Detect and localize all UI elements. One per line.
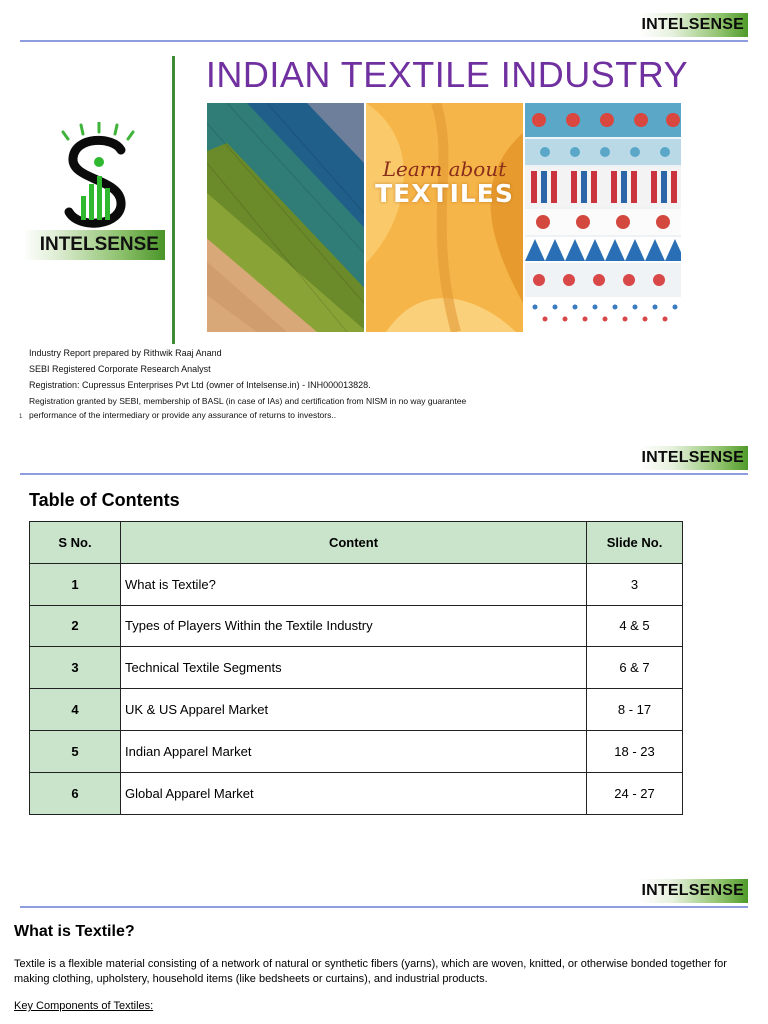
toc-slide: 4 & 5 xyxy=(587,605,683,647)
brand-badge: INTELSENSE xyxy=(640,13,748,37)
header-rule xyxy=(20,906,748,908)
table-row xyxy=(30,689,683,731)
credit-line: Industry Report prepared by Rithwik Raaj Anand xyxy=(29,348,222,358)
toc-header-row xyxy=(30,522,683,564)
section-title: What is Textile? xyxy=(14,923,135,940)
report-credits xyxy=(29,345,466,421)
toc-content: Technical Textile Segments xyxy=(121,647,587,689)
toc-content: UK & US Apparel Market xyxy=(121,689,587,731)
credit-line: Registration: Cupressus Enterprises Pvt Ltd (owner of Intelsense.in) - INH000013828. xyxy=(29,380,371,390)
toc-slide: 3 xyxy=(587,563,683,605)
fabric-photo-prints xyxy=(525,103,681,332)
toc-sno: 5 xyxy=(30,730,121,772)
disclaimer-line: Registration granted by SEBI, membership of BASL (in case of IAs) and certification from NISM in no way guarantee xyxy=(29,396,467,406)
fabric-photo-silk-banner xyxy=(366,103,523,332)
section-subheading: Key Components of Textiles: xyxy=(14,1000,154,1012)
logo-wordmark: INTELSENSE xyxy=(23,230,165,260)
toc-header-sno: S No. xyxy=(30,522,121,564)
toc-content: Global Apparel Market xyxy=(121,772,587,814)
toc-header-slide: Slide No. xyxy=(587,522,683,564)
table-row xyxy=(30,605,683,647)
toc-sno: 4 xyxy=(30,689,121,731)
toc-slide: 8 - 17 xyxy=(587,689,683,731)
banner-main-text: TEXTILES xyxy=(375,179,514,208)
toc-sno: 6 xyxy=(30,772,121,814)
header-rule xyxy=(20,473,748,475)
toc-slide: 6 & 7 xyxy=(587,647,683,689)
report-title: INDIAN TEXTILE INDUSTRY xyxy=(205,54,689,95)
fabric-photo-twill xyxy=(207,103,364,332)
disclaimer-line: performance of the intermediary or provide any assurance of returns to investors.. xyxy=(29,410,337,420)
toc-title: Table of Contents xyxy=(29,490,180,510)
intelsense-logo xyxy=(23,122,165,260)
toc-content: What is Textile? xyxy=(121,563,587,605)
toc-content: Types of Players Within the Textile Industry xyxy=(121,605,587,647)
toc-sno: 2 xyxy=(30,605,121,647)
table-row xyxy=(30,772,683,814)
toc-sno: 1 xyxy=(30,563,121,605)
toc-slide: 18 - 23 xyxy=(587,730,683,772)
table-row xyxy=(30,730,683,772)
header-rule xyxy=(20,40,748,42)
toc-slide: 24 - 27 xyxy=(587,772,683,814)
toc-content: Indian Apparel Market xyxy=(121,730,587,772)
page-number: 1 xyxy=(19,414,23,420)
table-row xyxy=(30,563,683,605)
vertical-divider xyxy=(172,56,175,344)
toc-header-content: Content xyxy=(121,522,587,564)
brand-badge: INTELSENSE xyxy=(640,879,748,903)
table-row xyxy=(30,647,683,689)
logo-s-mark-icon xyxy=(23,122,165,232)
toc-table xyxy=(29,521,683,815)
toc-sno: 3 xyxy=(30,647,121,689)
section-body: Textile is a flexible material consisting of a network of natural or synthetic fibers (yarns), which are woven, knitted, or otherwise bonded together for making clothing, upholstery, household items (like bedsheets or curtains), and industrial products. xyxy=(14,958,727,985)
brand-badge: INTELSENSE xyxy=(640,446,748,470)
credit-line: SEBI Registered Corporate Research Analyst xyxy=(29,364,211,374)
banner-script-text: Learn about xyxy=(382,157,507,181)
